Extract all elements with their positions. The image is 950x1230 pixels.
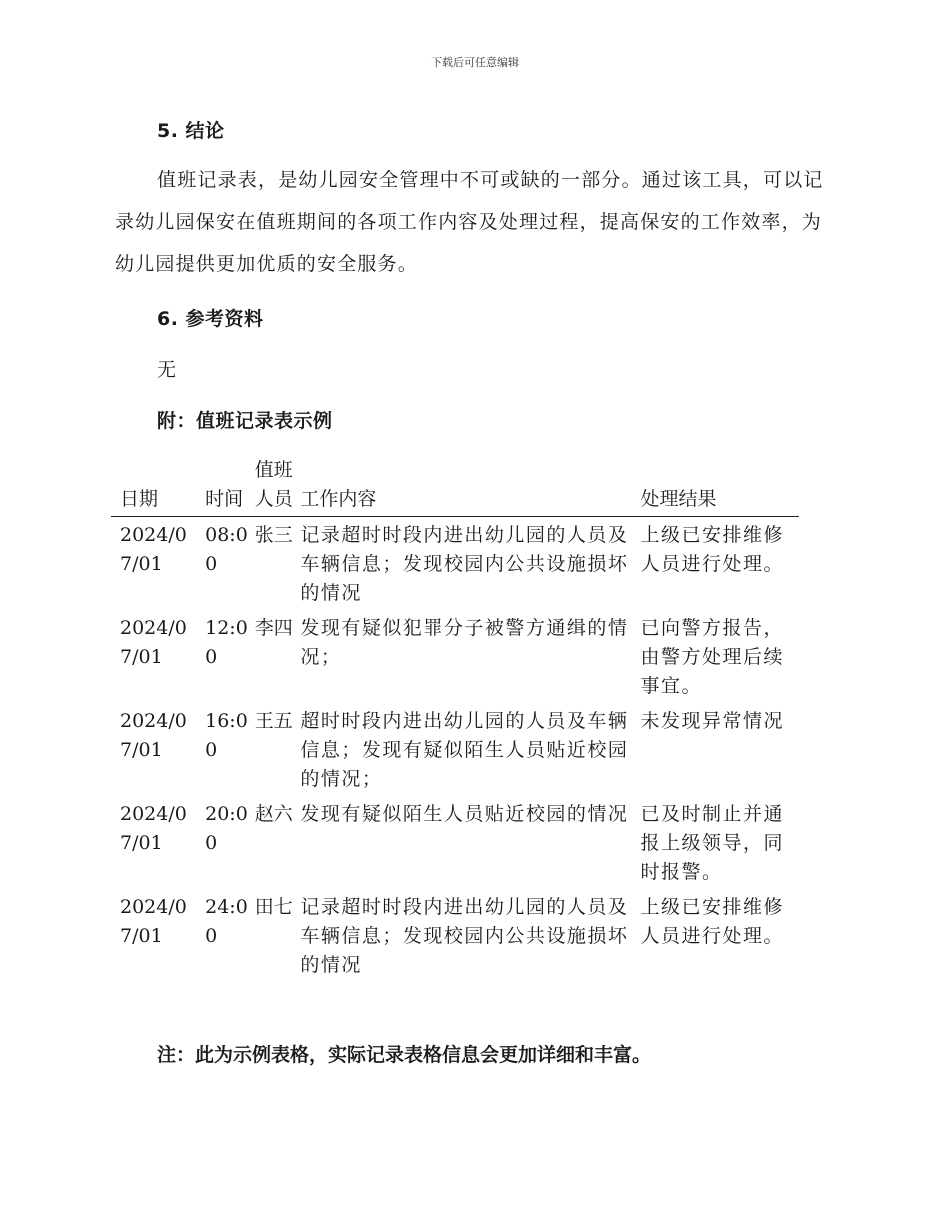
appendix-title: 附：值班记录表示例	[157, 410, 333, 432]
cell-work: 发现有疑似陌生人员贴近校园的情况	[300, 803, 629, 825]
header-staff: 值班人员	[255, 456, 301, 517]
cell-result: 已向警方报告，由警方处理后续事宜。	[640, 617, 785, 697]
header-time: 时间	[205, 456, 255, 517]
table-header-row	[111, 456, 799, 517]
cell-result: 已及时制止并通报上级领导，同时报警。	[640, 803, 785, 883]
section-6-title: 6. 参考资料	[157, 308, 264, 330]
cell-date: 2024/07/01	[120, 524, 187, 575]
cell-result: 未发现异常情况	[640, 710, 785, 732]
cell-staff: 王五	[254, 710, 293, 732]
cell-work: 发现有疑似犯罪分子被警方通缉的情况；	[300, 617, 629, 668]
cell-work: 记录超时时段内进出幼儿园的人员及车辆信息；发现校园内公共设施损坏的情况	[300, 896, 629, 976]
cell-staff: 田七	[254, 896, 293, 918]
cell-staff: 李四	[254, 617, 293, 639]
table-row	[111, 796, 799, 889]
cell-staff: 张三	[254, 524, 293, 546]
cell-result: 上级已安排维修人员进行处理。	[640, 524, 785, 575]
cell-time: 12:00	[205, 617, 248, 668]
header-date: 日期	[111, 456, 205, 517]
table-row	[111, 610, 799, 703]
cell-date: 2024/07/01	[120, 896, 187, 947]
table-row	[111, 889, 799, 982]
cell-staff: 赵六	[254, 803, 293, 825]
cell-time: 08:00	[205, 524, 248, 575]
duty-record-table	[111, 456, 799, 982]
table-row	[111, 517, 799, 611]
cell-date: 2024/07/01	[120, 617, 187, 668]
cell-date: 2024/07/01	[120, 803, 187, 854]
section-5-title: 5. 结论	[157, 120, 225, 142]
references-content: 无	[157, 359, 177, 381]
cell-date: 2024/07/01	[120, 710, 187, 761]
cell-result: 上级已安排维修人员进行处理。	[640, 896, 785, 947]
conclusion-paragraph: 值班记录表，是幼儿园安全管理中不可或缺的一部分。通过该工具，可以记录幼儿园保安在值班期间的各项工作内容及处理过程，提高保安的工作效率，为幼儿园提供更加优质的安全服务。	[115, 169, 824, 275]
cell-work: 超时时段内进出幼儿园的人员及车辆信息；发现有疑似陌生人员贴近校园的情况；	[300, 710, 629, 790]
cell-time: 16:00	[205, 710, 248, 761]
table-row	[111, 703, 799, 796]
cell-work: 记录超时时段内进出幼儿园的人员及车辆信息；发现校园内公共设施损坏的情况	[300, 524, 629, 604]
header-result: 处理结果	[641, 456, 799, 517]
cell-time: 20:00	[205, 803, 248, 854]
cell-time: 24:00	[205, 896, 248, 947]
header-work: 工作内容	[300, 456, 640, 517]
page-header: 下载后可任意编辑	[431, 56, 519, 69]
table-note: 注：此为示例表格，实际记录表格信息会更加详细和丰富。	[157, 1044, 652, 1066]
